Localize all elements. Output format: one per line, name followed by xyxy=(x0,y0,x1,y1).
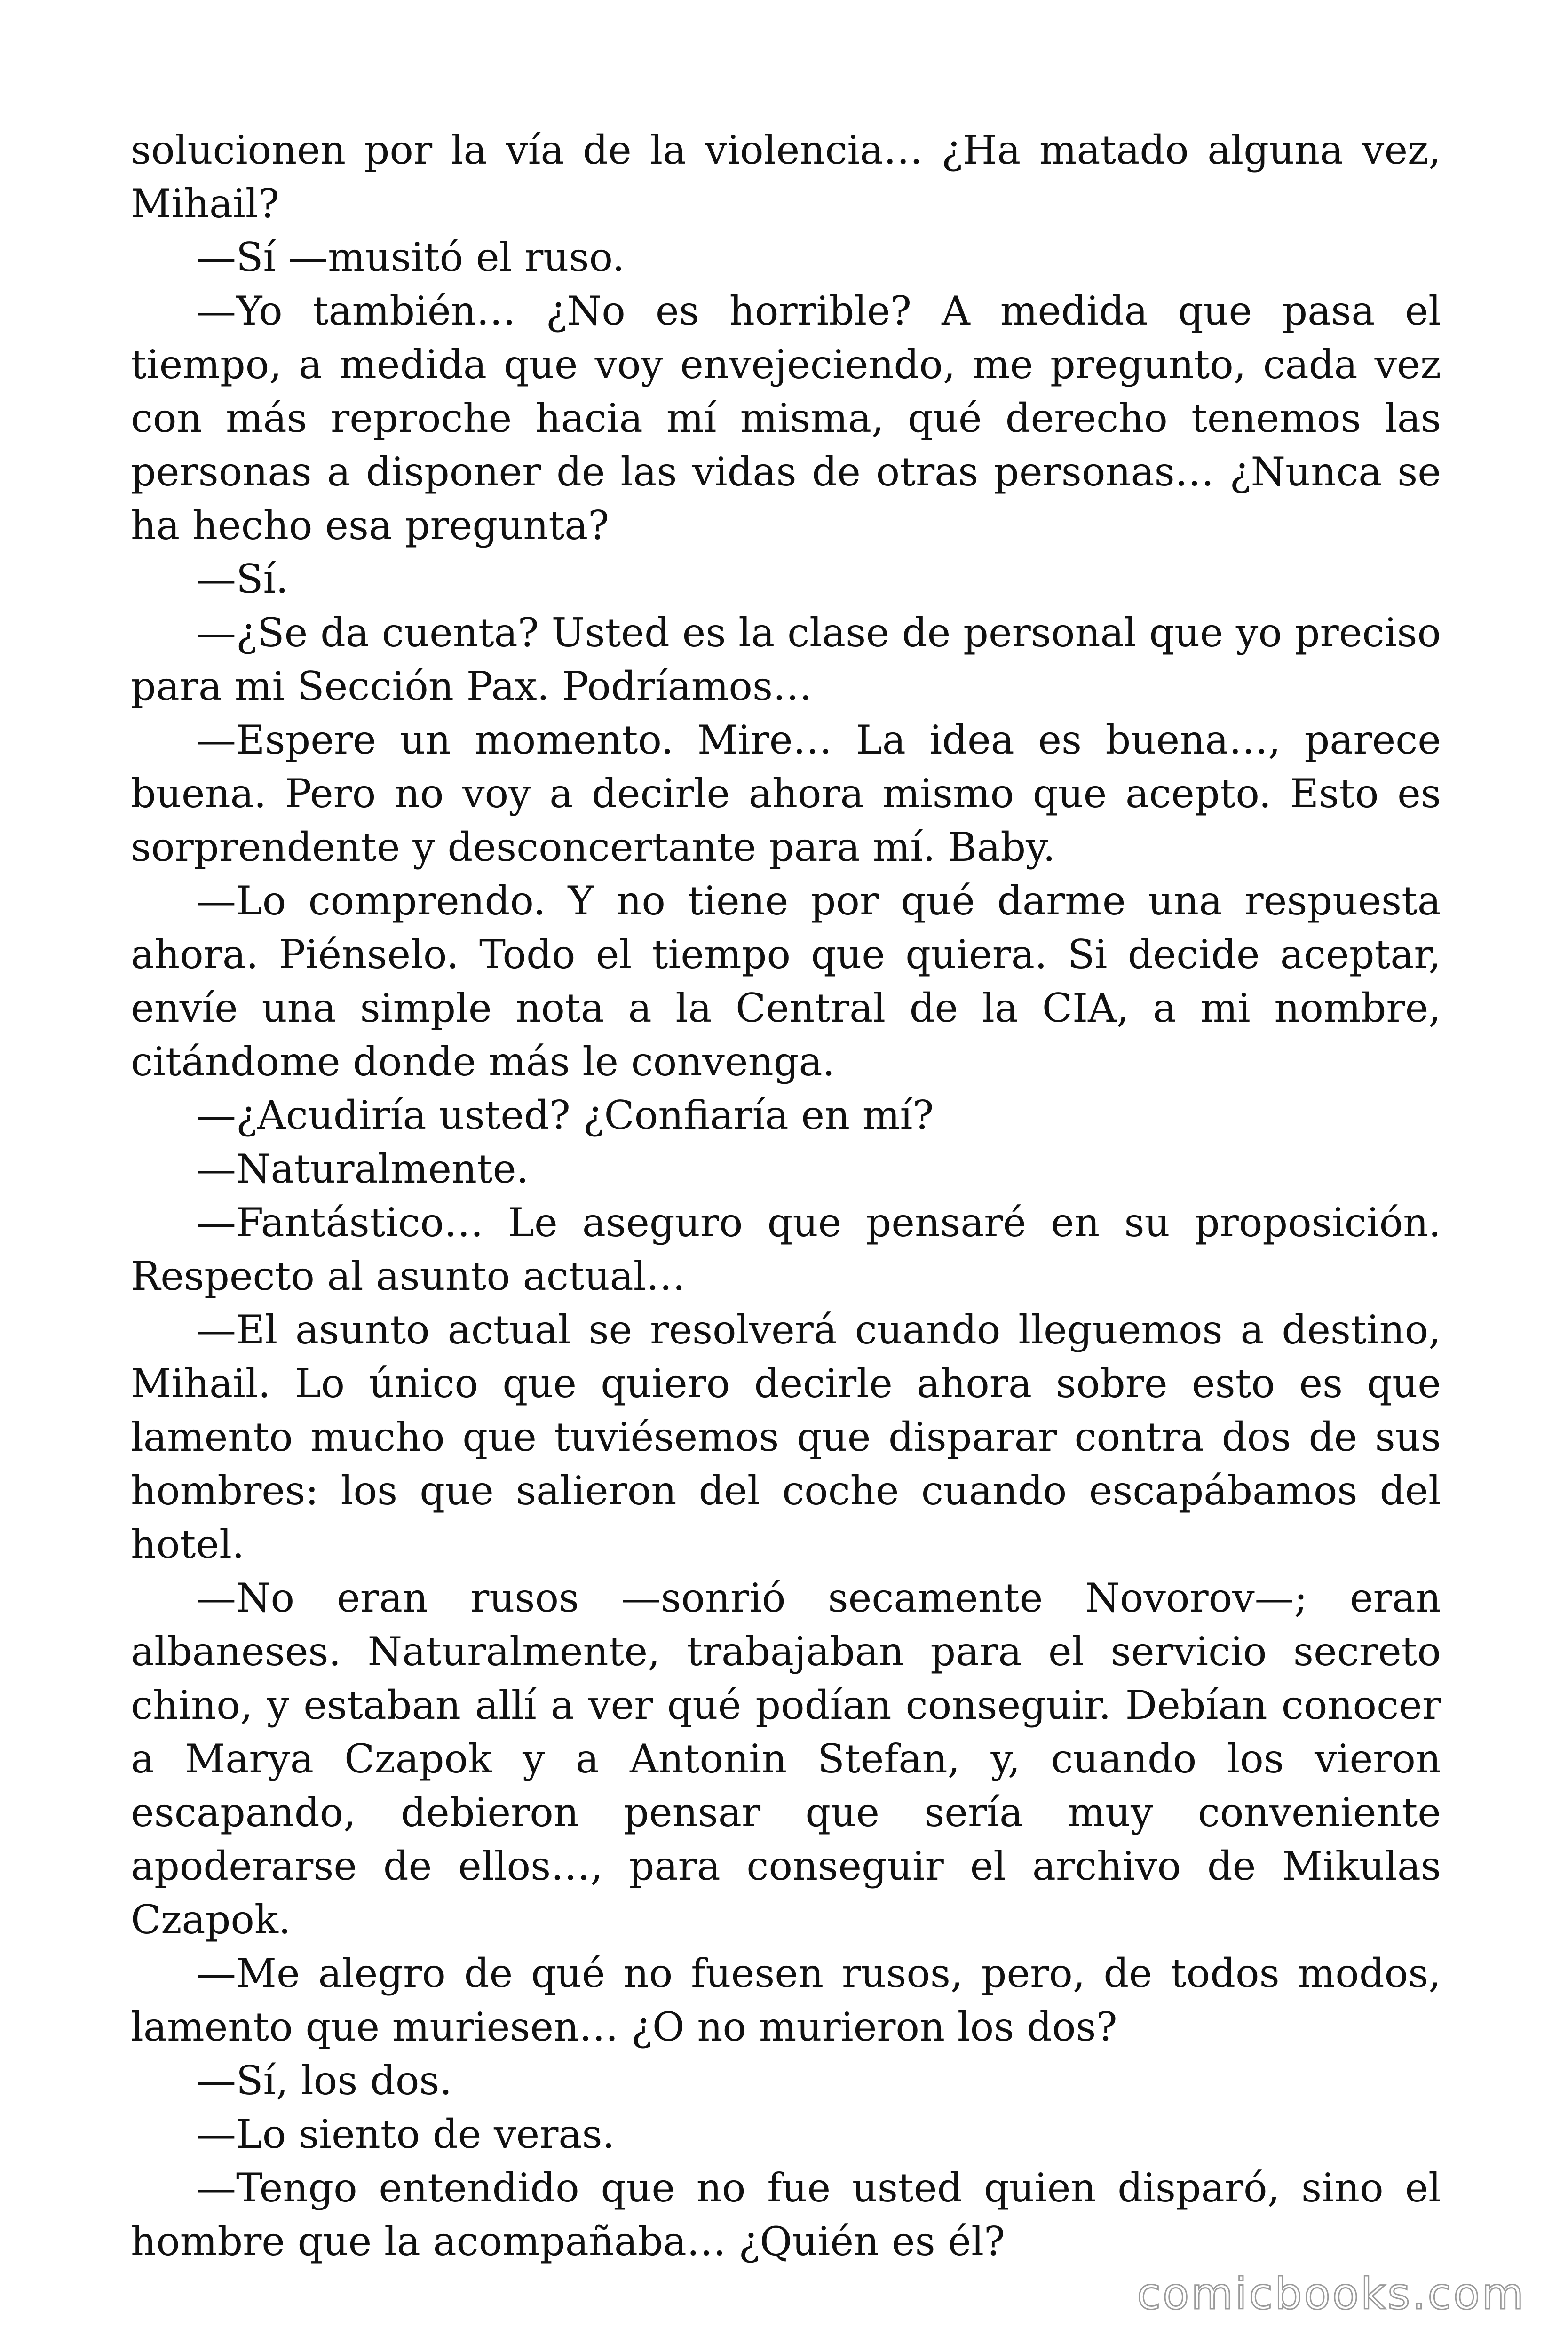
paragraph: —Lo comprendo. Y no tiene por qué darme una respuesta ahora. Piénselo. Todo el tiempo que quiera. Si decide aceptar, envíe una simple nota a la Central de la CIA, a mi nombre, citándome donde más le convenga. xyxy=(131,878,1441,1085)
paragraph: —¿Se da cuenta? Usted es la clase de personal que yo preciso para mi Sección Pax. Podríamos… xyxy=(131,610,1441,709)
paragraph: —Sí. xyxy=(197,556,289,602)
body-text xyxy=(131,123,1441,2268)
paragraph: —Espere un momento. Mire… La idea es buena…, parece buena. Pero no voy a decirle ahora mismo que acepto. Esto es sorprendente y desconcertante para mí. Baby. xyxy=(131,717,1441,870)
paragraph: solucionen por la vía de la violencia… ¿Ha matado alguna vez, Mihail? xyxy=(131,127,1441,227)
paragraph: —Sí —musitó el ruso. xyxy=(197,234,625,280)
paragraph: —Sí, los dos. xyxy=(197,2058,452,2104)
paragraph: —Yo también… ¿No es horrible? A medida que pasa el tiempo, a medida que voy envejeciendo, me pregunto, cada vez con más reproche hacia mí misma, qué derecho tenemos las personas a disponer de las vidas de otras personas… ¿Nunca se ha hecho esa pregunta? xyxy=(131,288,1441,548)
watermark: comicbooks.com xyxy=(1137,2269,1526,2319)
paragraph: —¿Acudiría usted? ¿Confiaría en mí? xyxy=(197,1092,934,1138)
paragraph: —Naturalmente. xyxy=(197,1146,529,1192)
paragraph: —Fantástico… Le aseguro que pensaré en su proposición. Respecto al asunto actual… xyxy=(131,1200,1441,1299)
paragraph: —Tengo entendido que no fue usted quien disparó, sino el hombre que la acompañaba… ¿Quién es él? xyxy=(131,2165,1441,2265)
paragraph: —Lo siento de veras. xyxy=(197,2111,615,2157)
paragraph: —El asunto actual se resolverá cuando lleguemos a destino, Mihail. Lo único que quiero decirle ahora sobre esto es que lamento mucho que tuviésemos que disparar contra dos de sus hombres: los que salieron del coche cuando escapábamos del hotel. xyxy=(131,1307,1441,1567)
paragraph: —No eran rusos —sonrió secamente Novorov—; eran albaneses. Naturalmente, trabajaban para el servicio secreto chino, y estaban allí a ver qué podían conseguir. Debían conocer a Marya Czapok y a Antonin Stefan, y, cuando los vieron escapando, debieron pensar que sería muy conveniente apoderarse de ellos…, para conseguir el archivo de Mikulas Czapok. xyxy=(131,1575,1441,1943)
paragraph: —Me alegro de qué no fuesen rusos, pero, de todos modos, lamento que muriesen… ¿O no murieron los dos? xyxy=(131,1950,1441,2050)
